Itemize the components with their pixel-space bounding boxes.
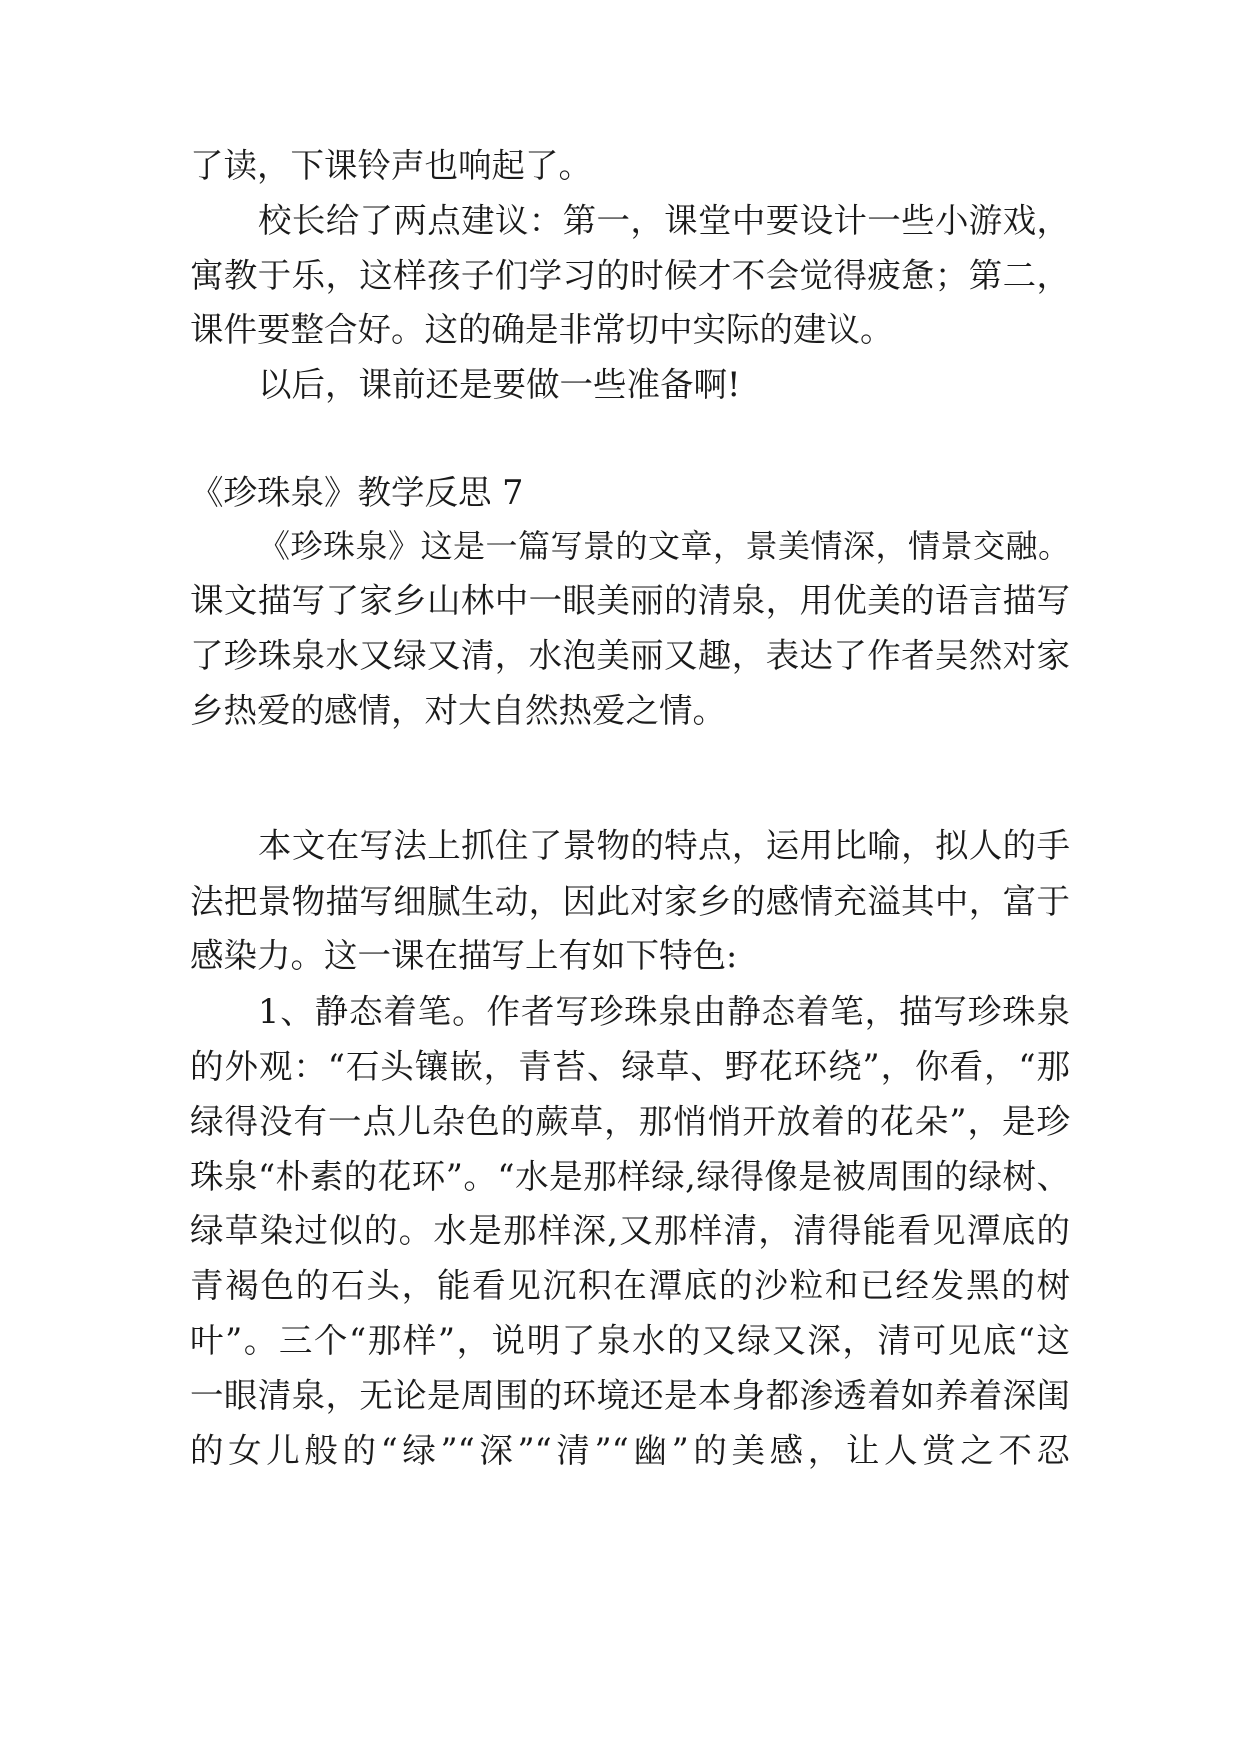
text-line: 《珍珠泉》这是一篇写景的文章，景美情深，情景交融。	[258, 527, 1070, 565]
text-line: 课件要整合好。这的确是非常切中实际的建议。	[190, 310, 894, 349]
text-line: 叶”。三个“那样”，说明了泉水的又绿又深，清可见底“这	[190, 1321, 1070, 1360]
text-line: 了读，下课铃声也响起了。	[190, 146, 592, 185]
text-line: 寓教于乐，这样孩子们学习的时候才不会觉得疲惫；第二，	[190, 256, 1070, 295]
text-line: 的外观：“石头镶嵌，青苔、绿草、野花环绕”，你看，“那	[190, 1047, 1070, 1086]
text-line: 感染力。这一课在描写上有如下特色:	[190, 936, 738, 975]
section-title: 《珍珠泉》教学反思 7	[190, 473, 524, 512]
text-line: 一眼清泉，无论是周围的环境还是本身都渗透着如养着深闺	[190, 1376, 1070, 1415]
text-line: 法把景物描写细腻生动，因此对家乡的感情充溢其中，富于	[190, 882, 1070, 921]
text-line: 绿得没有一点儿杂色的蕨草，那悄悄开放着的花朵”，是珍	[190, 1102, 1070, 1141]
text-line: 绿草染过似的。水是那样深,又那样清，清得能看见潭底的	[190, 1211, 1070, 1250]
text-line: 校长给了两点建议：第一，课堂中要设计一些小游戏，	[258, 201, 1070, 240]
text-line: 1、静态着笔。作者写珍珠泉由静态着笔，描写珍珠泉	[258, 992, 1070, 1031]
text-line: 本文在写法上抓住了景物的特点，运用比喻，拟人的手	[258, 826, 1070, 865]
text-line: 的女儿般的“绿”“深”“清”“幽”的美感，让人赏之不忍	[190, 1431, 1070, 1470]
text-line: 课文描写了家乡山林中一眼美丽的清泉，用优美的语言描写	[190, 581, 1070, 620]
text-line: 以后，课前还是要做一些准备啊!	[258, 365, 741, 404]
text-line: 青褐色的石头，能看见沉积在潭底的沙粒和已经发黑的树	[190, 1266, 1070, 1305]
text-line: 乡热爱的感情，对大自然热爱之情。	[190, 691, 726, 730]
text-line: 珠泉“朴素的花环”。“水是那样绿,绿得像是被周围的绿树、	[190, 1157, 1070, 1196]
text-line: 了珍珠泉水又绿又清，水泡美丽又趣，表达了作者吴然对家	[190, 636, 1070, 675]
